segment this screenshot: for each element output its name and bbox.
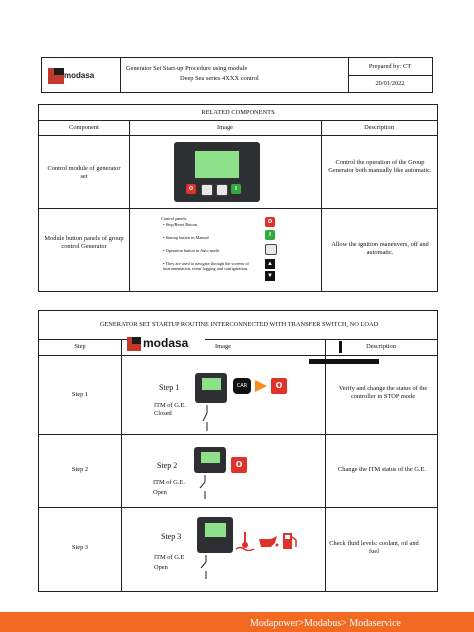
auto-button-icon bbox=[265, 244, 277, 255]
arrow-right-icon bbox=[255, 380, 267, 392]
row1-component: Control module of generator set bbox=[47, 165, 121, 180]
control-module-image bbox=[197, 517, 233, 553]
manual-button-icon bbox=[201, 184, 213, 196]
doc-title-line1: Generator Set Start-up Procedure using module bbox=[126, 65, 248, 72]
step3-itm-state: Open bbox=[154, 564, 168, 571]
oil-icon bbox=[257, 533, 279, 549]
panel-item-3: • Operation button in Auto mode. bbox=[163, 248, 221, 253]
footer-breadcrumb: Modapower>Modabus> Modaservice bbox=[250, 618, 401, 629]
step1-description: Verify and change the status of the controller in STOP mode bbox=[338, 385, 428, 400]
stop-button-icon: O bbox=[265, 217, 275, 227]
step2-label: Step 2 bbox=[71, 466, 89, 473]
related-components-title: RELATED COMPONENTS bbox=[201, 109, 275, 116]
breaker-switch-icon bbox=[200, 555, 212, 579]
step1-label: Step 1 bbox=[71, 391, 89, 398]
col-header-description: Description bbox=[364, 124, 394, 131]
row1-description: Control the operation of the Group Generator both manually like automatic. bbox=[328, 159, 432, 174]
doc-title-line2: Deep Sea series 4XXX control bbox=[180, 75, 259, 82]
col-header-description: Description bbox=[366, 343, 396, 350]
panel-title: Control panels: bbox=[161, 216, 188, 221]
prepared-by: Prepared by: CT bbox=[368, 63, 412, 70]
col-header-image: Image bbox=[215, 343, 231, 350]
document-header bbox=[41, 57, 433, 93]
control-module-image bbox=[195, 373, 227, 403]
row2-description: Allow the ignition maneuvers, off and automatic. bbox=[331, 241, 429, 256]
auto-button-icon bbox=[216, 184, 228, 196]
panel-item-2: • Startup button in Manual bbox=[163, 235, 209, 240]
footer-bar bbox=[0, 612, 474, 632]
col-header-component: Component bbox=[69, 124, 99, 131]
step2-itm: ITM of G.E. bbox=[153, 479, 185, 486]
modasa-logo: modasa bbox=[48, 68, 118, 84]
step2-description: Change the ITM status of the G.E. bbox=[337, 466, 427, 473]
control-module-image bbox=[174, 142, 260, 202]
nav-up-icon: ▲ bbox=[265, 259, 275, 269]
coolant-icon bbox=[235, 531, 255, 551]
doc-date: 20/01/2022 bbox=[375, 80, 405, 87]
start-button-icon: I bbox=[231, 184, 241, 194]
step3-itm: ITM of G.E bbox=[154, 554, 185, 561]
step2-image-label: Step 2 bbox=[157, 461, 178, 470]
row2-component: Module button panels of group control Generator bbox=[44, 235, 124, 250]
step2-itm-state: Open bbox=[153, 489, 167, 496]
stop-button-icon: O bbox=[231, 457, 247, 473]
stop-button-icon: O bbox=[186, 184, 196, 194]
step1-image-label: Step 1 bbox=[159, 383, 180, 392]
routine-title: GENERATOR SET STARTUP ROUTINE INTERCONNECTED WITH TRANSFER SWITCH, NO LOAD bbox=[99, 321, 379, 328]
startup-routine-table bbox=[38, 310, 438, 592]
col-header-image: Image bbox=[217, 124, 233, 131]
col-header-step: Step bbox=[74, 343, 86, 350]
panel-item-4: • They are used to navigate through the screens of instrumentation, event logging and configuration. bbox=[163, 261, 249, 272]
auto-button-icon: CAR bbox=[233, 378, 251, 394]
nav-down-icon: ▼ bbox=[265, 271, 275, 281]
modasa-logo: modasa bbox=[127, 336, 205, 353]
step1-itm-state: Closed bbox=[154, 410, 172, 417]
start-button-icon: I bbox=[265, 230, 275, 240]
control-module-image bbox=[194, 447, 226, 473]
panel-item-1: • Stop/Reset Button. bbox=[163, 222, 199, 227]
step3-image-label: Step 3 bbox=[161, 532, 182, 541]
step3-label: Step 3 bbox=[71, 544, 89, 551]
step3-description: Check fluid levels: coolant, oil and fuel bbox=[329, 540, 419, 555]
related-components-table bbox=[38, 104, 438, 292]
breaker-switch-icon bbox=[201, 405, 213, 431]
fuel-icon bbox=[282, 531, 298, 551]
stop-button-icon: O bbox=[271, 378, 287, 394]
step1-itm: ITM of G.E. bbox=[154, 402, 186, 409]
breaker-switch-icon bbox=[199, 475, 211, 499]
